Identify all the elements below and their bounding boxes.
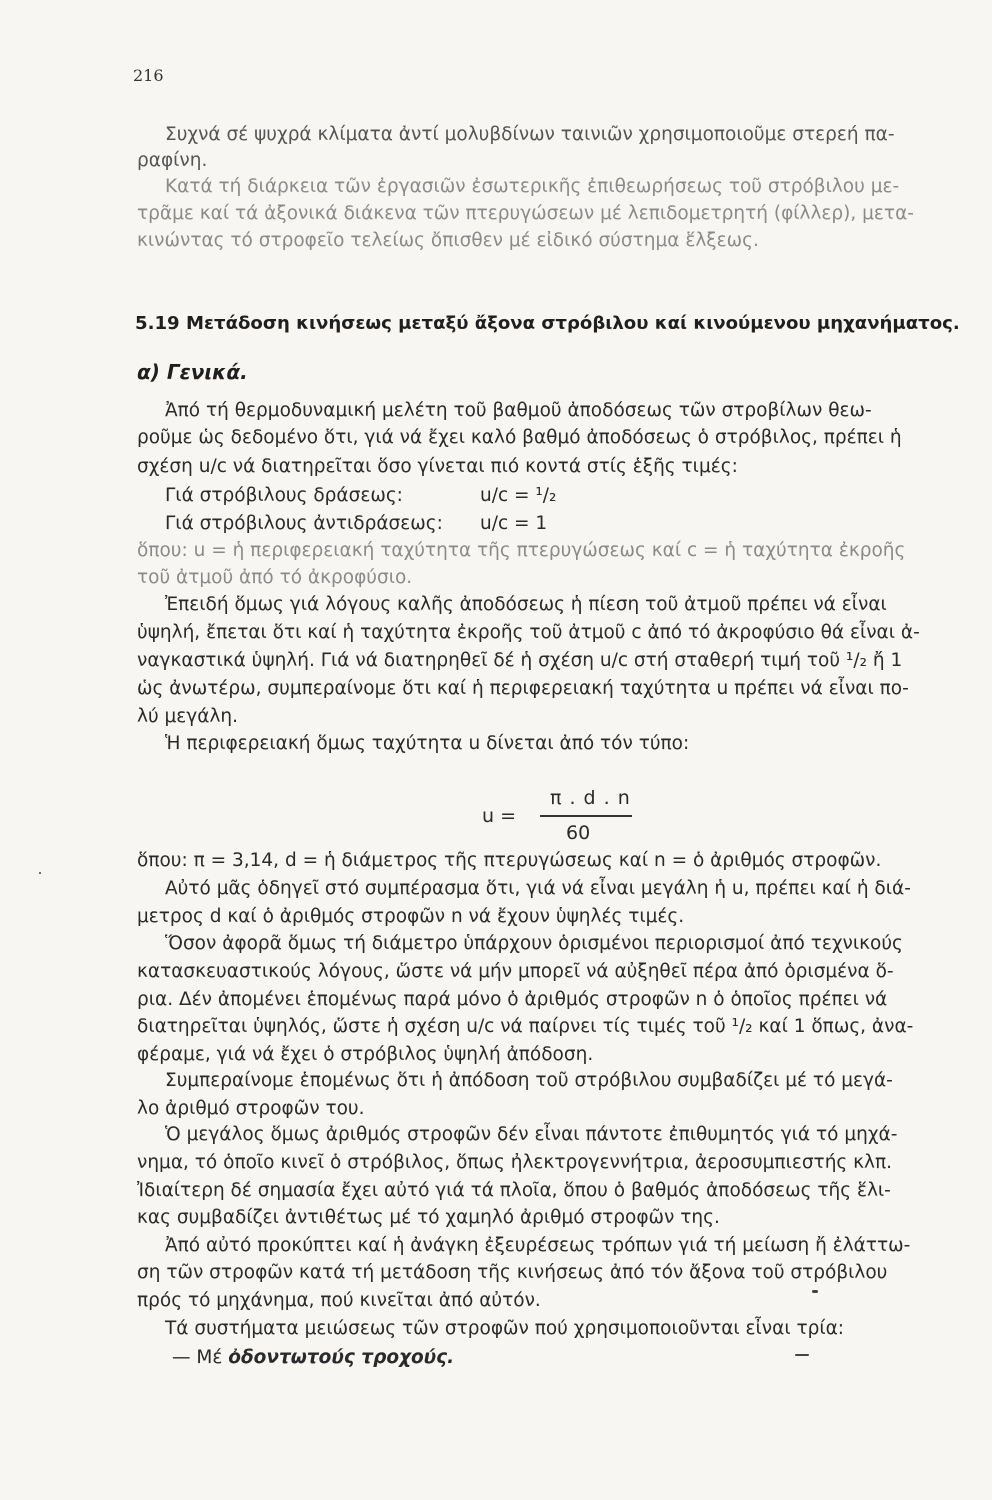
text-line: Κατά τή διάρκεια τῶν ἐργασιῶν ἐσωτερικῆς ἐπιθεωρήσεως τοῦ στρόβιλου με- bbox=[165, 176, 900, 197]
text-line: Συμπεραίνομε ἑπομένως ὅτι ἡ ἀπόδοση τοῦ στρόβιλου συμβαδίζει μέ τό μεγά- bbox=[165, 1070, 893, 1091]
text-line: Τά συστήματα μειώσεως τῶν στροφῶν πού χρησιμοποιοῦνται εἶναι τρία: bbox=[165, 1318, 845, 1339]
text-line: Ἡ περιφερειακή ὅμως ταχύτητα u δίνεται ἀπό τόν τύπο: bbox=[165, 733, 690, 754]
text-line: ση τῶν στροφῶν κατά τή μετάδοση τῆς κινήσεως ἀπό τόν ἄξονα τοῦ στρόβιλου bbox=[137, 1262, 888, 1283]
page-number: 216 bbox=[133, 66, 164, 85]
text-line: ὑψηλή, ἔπεται ὅτι καί ἡ ταχύτητα ἐκροῆς τοῦ ἀτμοῦ c ἀπό τό ἀκροφύσιο θά εἶναι ἀ- bbox=[137, 622, 920, 643]
text-line: κινώντας τό στροφεῖο τελείως ὄπισθεν μέ εἰδικό σύστημα ἕλξεως. bbox=[137, 230, 759, 251]
text-line: ρια. Δέν ἀπομένει ἑπομένως παρά μόνο ὁ ἀριθμός στροφῶν n ὁ ὁποῖος πρέπει νά bbox=[137, 989, 888, 1010]
text-line: κας συμβαδίζει ἀντιθέτως μέ τό χαμηλό ἀριθμό στροφῶν της. bbox=[137, 1207, 720, 1228]
text-line: Ἀπό τή θερμοδυναμική μελέτη τοῦ βαθμοῦ ἀποδόσεως τῶν στροβίλων θεω- bbox=[165, 400, 872, 421]
formula-denominator: 60 bbox=[566, 822, 591, 844]
list-item bbox=[172, 1349, 454, 1368]
text-line: τοῦ ἀτμοῦ ἀπό τό ἀκροφύσιο. bbox=[137, 567, 413, 588]
text-line: ὅπου: u = ἡ περιφερειακή ταχύτητα τῆς πτερυγώσεως καί c = ἡ ταχύτητα ἐκροῆς bbox=[137, 540, 906, 561]
text-line: λύ μεγάλη. bbox=[137, 706, 239, 727]
formula-lhs: u = bbox=[482, 805, 517, 827]
ratio-reaction-value: u/c = 1 bbox=[480, 513, 548, 534]
text-line: σχέση u/c νά διατηρεῖται ὅσο γίνεται πιό κοντά στίς ἑξῆς τιμές: bbox=[137, 456, 738, 477]
text-line: πρός τό μηχάνημα, πού κινεῖται ἀπό αὐτόν. bbox=[137, 1290, 541, 1311]
text-line: τρᾶμε καί τά ἀξονικά διάκενα τῶν πτερυγώσεων μέ λεπιδομετρητή (φίλλερ), μετα- bbox=[137, 203, 914, 224]
text-line: ροῦμε ὡς δεδομένο ὅτι, γιά νά ἔχει καλό βαθμό ἀποδόσεως ὁ στρόβιλος, πρέπει ἡ bbox=[137, 427, 902, 448]
text-line: φέραμε, γιά νά ἔχει ὁ στρόβιλος ὑψηλή ἀπόδοση. bbox=[137, 1044, 594, 1065]
ratio-action-value: u/c = ¹/₂ bbox=[480, 485, 557, 506]
ratio-action-label: Γιά στρόβιλους δράσεως: bbox=[165, 485, 403, 506]
text-line: Αὐτό μᾶς ὁδηγεῖ στό συμπέρασμα ὅτι, γιά νά εἶναι μεγάλη ἡ u, πρέπει καί ἡ διά- bbox=[165, 878, 911, 899]
text-line: Ἰδιαίτερη δέ σημασία ἔχει αὐτό γιά τά πλοῖα, ὅπου ὁ βαθμός ἀποδόσεως τῆς ἕλι- bbox=[137, 1180, 891, 1201]
formula-numerator: π . d . n bbox=[550, 787, 631, 809]
text-line: ναγκαστικά ὑψηλή. Γιά νά διατηρηθεῖ δέ ἡ σχέση u/c στή σταθερή τιμή τοῦ ¹/₂ ἤ 1 bbox=[137, 650, 903, 671]
text-line: ραφίνη. bbox=[137, 150, 208, 171]
ratio-reaction-label: Γιά στρόβιλους ἀντιδράσεως: bbox=[165, 513, 443, 534]
text-line: κατασκευαστικούς λόγους, ὥστε νά μήν μπορεῖ νά αὐξηθεῖ πέρα ἀπό ὁρισμένα ὅ- bbox=[137, 961, 894, 982]
fraction-bar bbox=[540, 815, 632, 817]
text-line: ὡς ἀνωτέρω, συμπεραίνομε ὅτι καί ἡ περιφερειακή ταχύτητα u πρέπει νά εἶναι πο- bbox=[137, 678, 909, 699]
text-line: ὅπου: π = 3,14, d = ἡ διάμετρος τῆς πτερυγώσεως καί n = ὁ ἀριθμός στροφῶν. bbox=[137, 850, 882, 871]
text-line: Ὅσον ἀφορᾶ ὅμως τή διάμετρο ὑπάρχουν ὁρισμένοι περιορισμοί ἀπό τεχνικούς bbox=[165, 933, 903, 954]
list-item-emphasis: ὀδοντωτούς τροχούς. bbox=[228, 1347, 455, 1368]
scan-speck bbox=[39, 872, 41, 874]
text-line: Ἐπειδή ὅμως γιά λόγους καλῆς ἀποδόσεως ἡ πίεση τοῦ ἀτμοῦ πρέπει νά εἶναι bbox=[165, 594, 887, 615]
scan-speck bbox=[795, 1354, 809, 1356]
text-line: μετρος d καί ὁ ἀριθμός στροφῶν n νά ἔχουν ὑψηλές τιμές. bbox=[137, 906, 685, 927]
text-line: διατηρεῖται ὑψηλός, ὥστε ἡ σχέση u/c νά παίρνει τίς τιμές τοῦ ¹/₂ καί 1 ὅπως, ἀνα- bbox=[137, 1016, 914, 1037]
scan-speck bbox=[812, 1290, 818, 1293]
text-line: Ἀπό αὐτό προκύπτει καί ἡ ἀνάγκη ἐξευρέσεως τρόπων γιά τή μείωση ἤ ἐλάττω- bbox=[165, 1235, 911, 1256]
text-line: Ὁ μεγάλος ὅμως ἀριθμός στροφῶν δέν εἶναι πάντοτε ἐπιθυμητός γιά τό μηχά- bbox=[165, 1124, 898, 1145]
text-line: νημα, τό ὁποῖο κινεῖ ὁ στρόβιλος, ὅπως ἠλεκτρογεννήτρια, ἀεροσυμπιεστής κλπ. bbox=[137, 1152, 893, 1173]
text-line: Συχνά σέ ψυχρά κλίματα ἀντί μολυβδίνων ταινιῶν χρησιμοποιοῦμε στερεή πα- bbox=[165, 124, 895, 145]
text-line: λο ἀριθμό στροφῶν του. bbox=[137, 1098, 365, 1119]
subheading: α) Γενικά. bbox=[137, 360, 248, 384]
list-item-prefix: — Μέ bbox=[172, 1347, 223, 1368]
section-heading: 5.19 Μετάδοση κινήσεως μεταξύ ἄξονα στρόβιλου καί κινούμενου μηχανήματος. bbox=[135, 313, 960, 334]
